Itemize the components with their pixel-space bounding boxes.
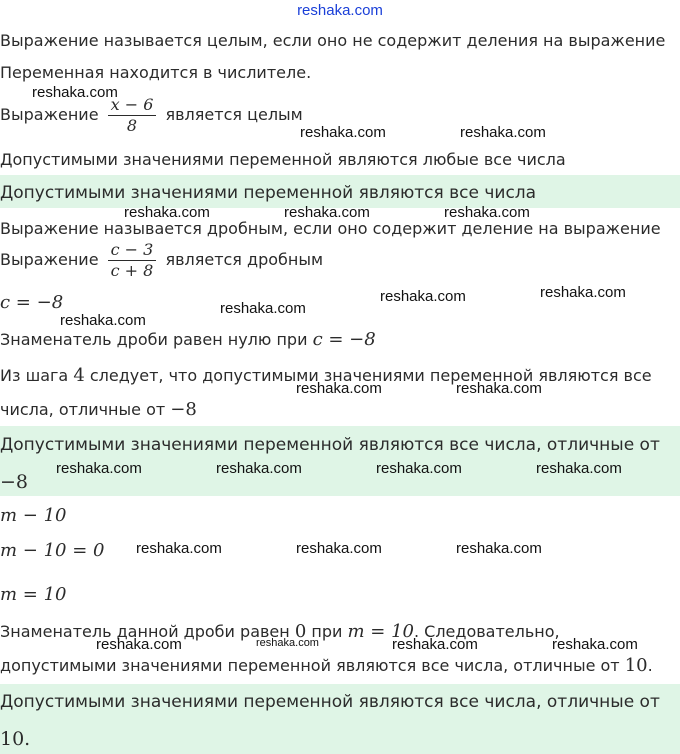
- expression-status: является целым: [165, 105, 303, 124]
- answer-2-math: −8: [0, 471, 29, 493]
- definition-whole: Выражение называется целым, если оно не содержит деления на выражение: [0, 31, 666, 50]
- conclusion-line: [0, 655, 653, 676]
- watermark: reshaka.com: [216, 460, 302, 477]
- numbers-except-text: числа, отличные от: [0, 400, 166, 419]
- conclusion-text: допустимыми значениями переменной являются все числа, отличные от: [0, 656, 620, 675]
- step-text-a: Из шага: [0, 366, 69, 385]
- watermark: reshaka.com: [456, 540, 542, 557]
- answer-1-text: Допустимыми значениями переменной являются все числа: [0, 183, 537, 203]
- expression-m-10: m − 10: [0, 505, 67, 526]
- denominator-zero-math: c = −8: [312, 329, 376, 350]
- conclusion-end: .: [647, 656, 653, 675]
- watermark: reshaka.com: [60, 312, 146, 329]
- watermark: reshaka.com: [552, 636, 638, 653]
- denominator-m-text-a: Знаменатель данной дроби равен: [0, 622, 290, 641]
- watermark: reshaka.com: [444, 204, 530, 221]
- watermark: reshaka.com: [376, 460, 462, 477]
- watermark: reshaka.com: [220, 300, 306, 317]
- denominator-m-math: m = 10: [347, 621, 414, 642]
- equation-m-equals-10: m = 10: [0, 584, 67, 605]
- watermark: reshaka.com: [96, 636, 182, 653]
- watermark: reshaka.com: [460, 124, 546, 141]
- watermark: reshaka.com: [32, 84, 118, 101]
- definition-fractional: Выражение называется дробным, если оно содержит деление на выражение: [0, 219, 661, 238]
- watermark: reshaka.com: [296, 540, 382, 557]
- watermark: reshaka.com: [540, 284, 626, 301]
- watermark: reshaka.com: [456, 380, 542, 397]
- numbers-except-line: [0, 399, 197, 420]
- fraction-x-6-over-8: [108, 95, 157, 136]
- equation-m-10-zero: m − 10 = 0: [0, 540, 105, 561]
- denominator-m-text-c: . Следовательно,: [413, 622, 560, 641]
- answer-3-text: Допустимыми значениями переменной являются все числа, отличные от: [0, 692, 660, 712]
- answer-3-math: 10.: [0, 728, 31, 750]
- watermark: reshaka.com: [392, 636, 478, 653]
- watermark: reshaka.com: [56, 460, 142, 477]
- watermark: reshaka.com: [296, 380, 382, 397]
- fraction-denominator: 8: [126, 116, 138, 135]
- watermark: reshaka.com: [124, 204, 210, 221]
- expression-label: Выражение: [0, 250, 99, 269]
- expression-whole-line: [0, 95, 303, 136]
- fraction-denominator: c + 8: [110, 261, 154, 280]
- watermark: reshaka.com: [256, 637, 319, 649]
- step-text-b: следует, что допустимыми значениями переменной являются все: [89, 366, 652, 385]
- watermark: reshaka.com: [284, 204, 370, 221]
- denominator-m-zero: 0: [294, 621, 307, 642]
- fraction-numerator: x − 6: [108, 95, 157, 116]
- allowed-values-any: Допустимыми значениями переменной являются любые все числа: [0, 150, 566, 169]
- site-watermark: reshaka.com: [297, 2, 383, 19]
- expression-label: Выражение: [0, 105, 99, 124]
- fraction-c-3-over-c-8: [108, 240, 157, 281]
- watermark: reshaka.com: [136, 540, 222, 557]
- watermark: reshaka.com: [536, 460, 622, 477]
- denominator-m-text-b: при: [311, 622, 343, 641]
- fraction-numerator: c − 3: [108, 240, 157, 261]
- watermark: reshaka.com: [300, 124, 386, 141]
- variable-numerator-text: Переменная находится в числителе.: [0, 63, 312, 82]
- equation-c: c = −8: [0, 292, 64, 313]
- expression-fractional-line: [0, 240, 323, 281]
- numbers-except-math: −8: [170, 399, 197, 420]
- answer-2-text: Допустимыми значениями переменной являются все числа, отличные от: [0, 435, 660, 455]
- denominator-zero-text: Знаменатель дроби равен нулю при: [0, 330, 308, 349]
- denominator-zero-line: [0, 329, 376, 350]
- conclusion-math: 10: [624, 655, 648, 676]
- expression-status: является дробным: [165, 250, 324, 269]
- watermark: reshaka.com: [380, 288, 466, 305]
- step-number: 4: [73, 365, 85, 386]
